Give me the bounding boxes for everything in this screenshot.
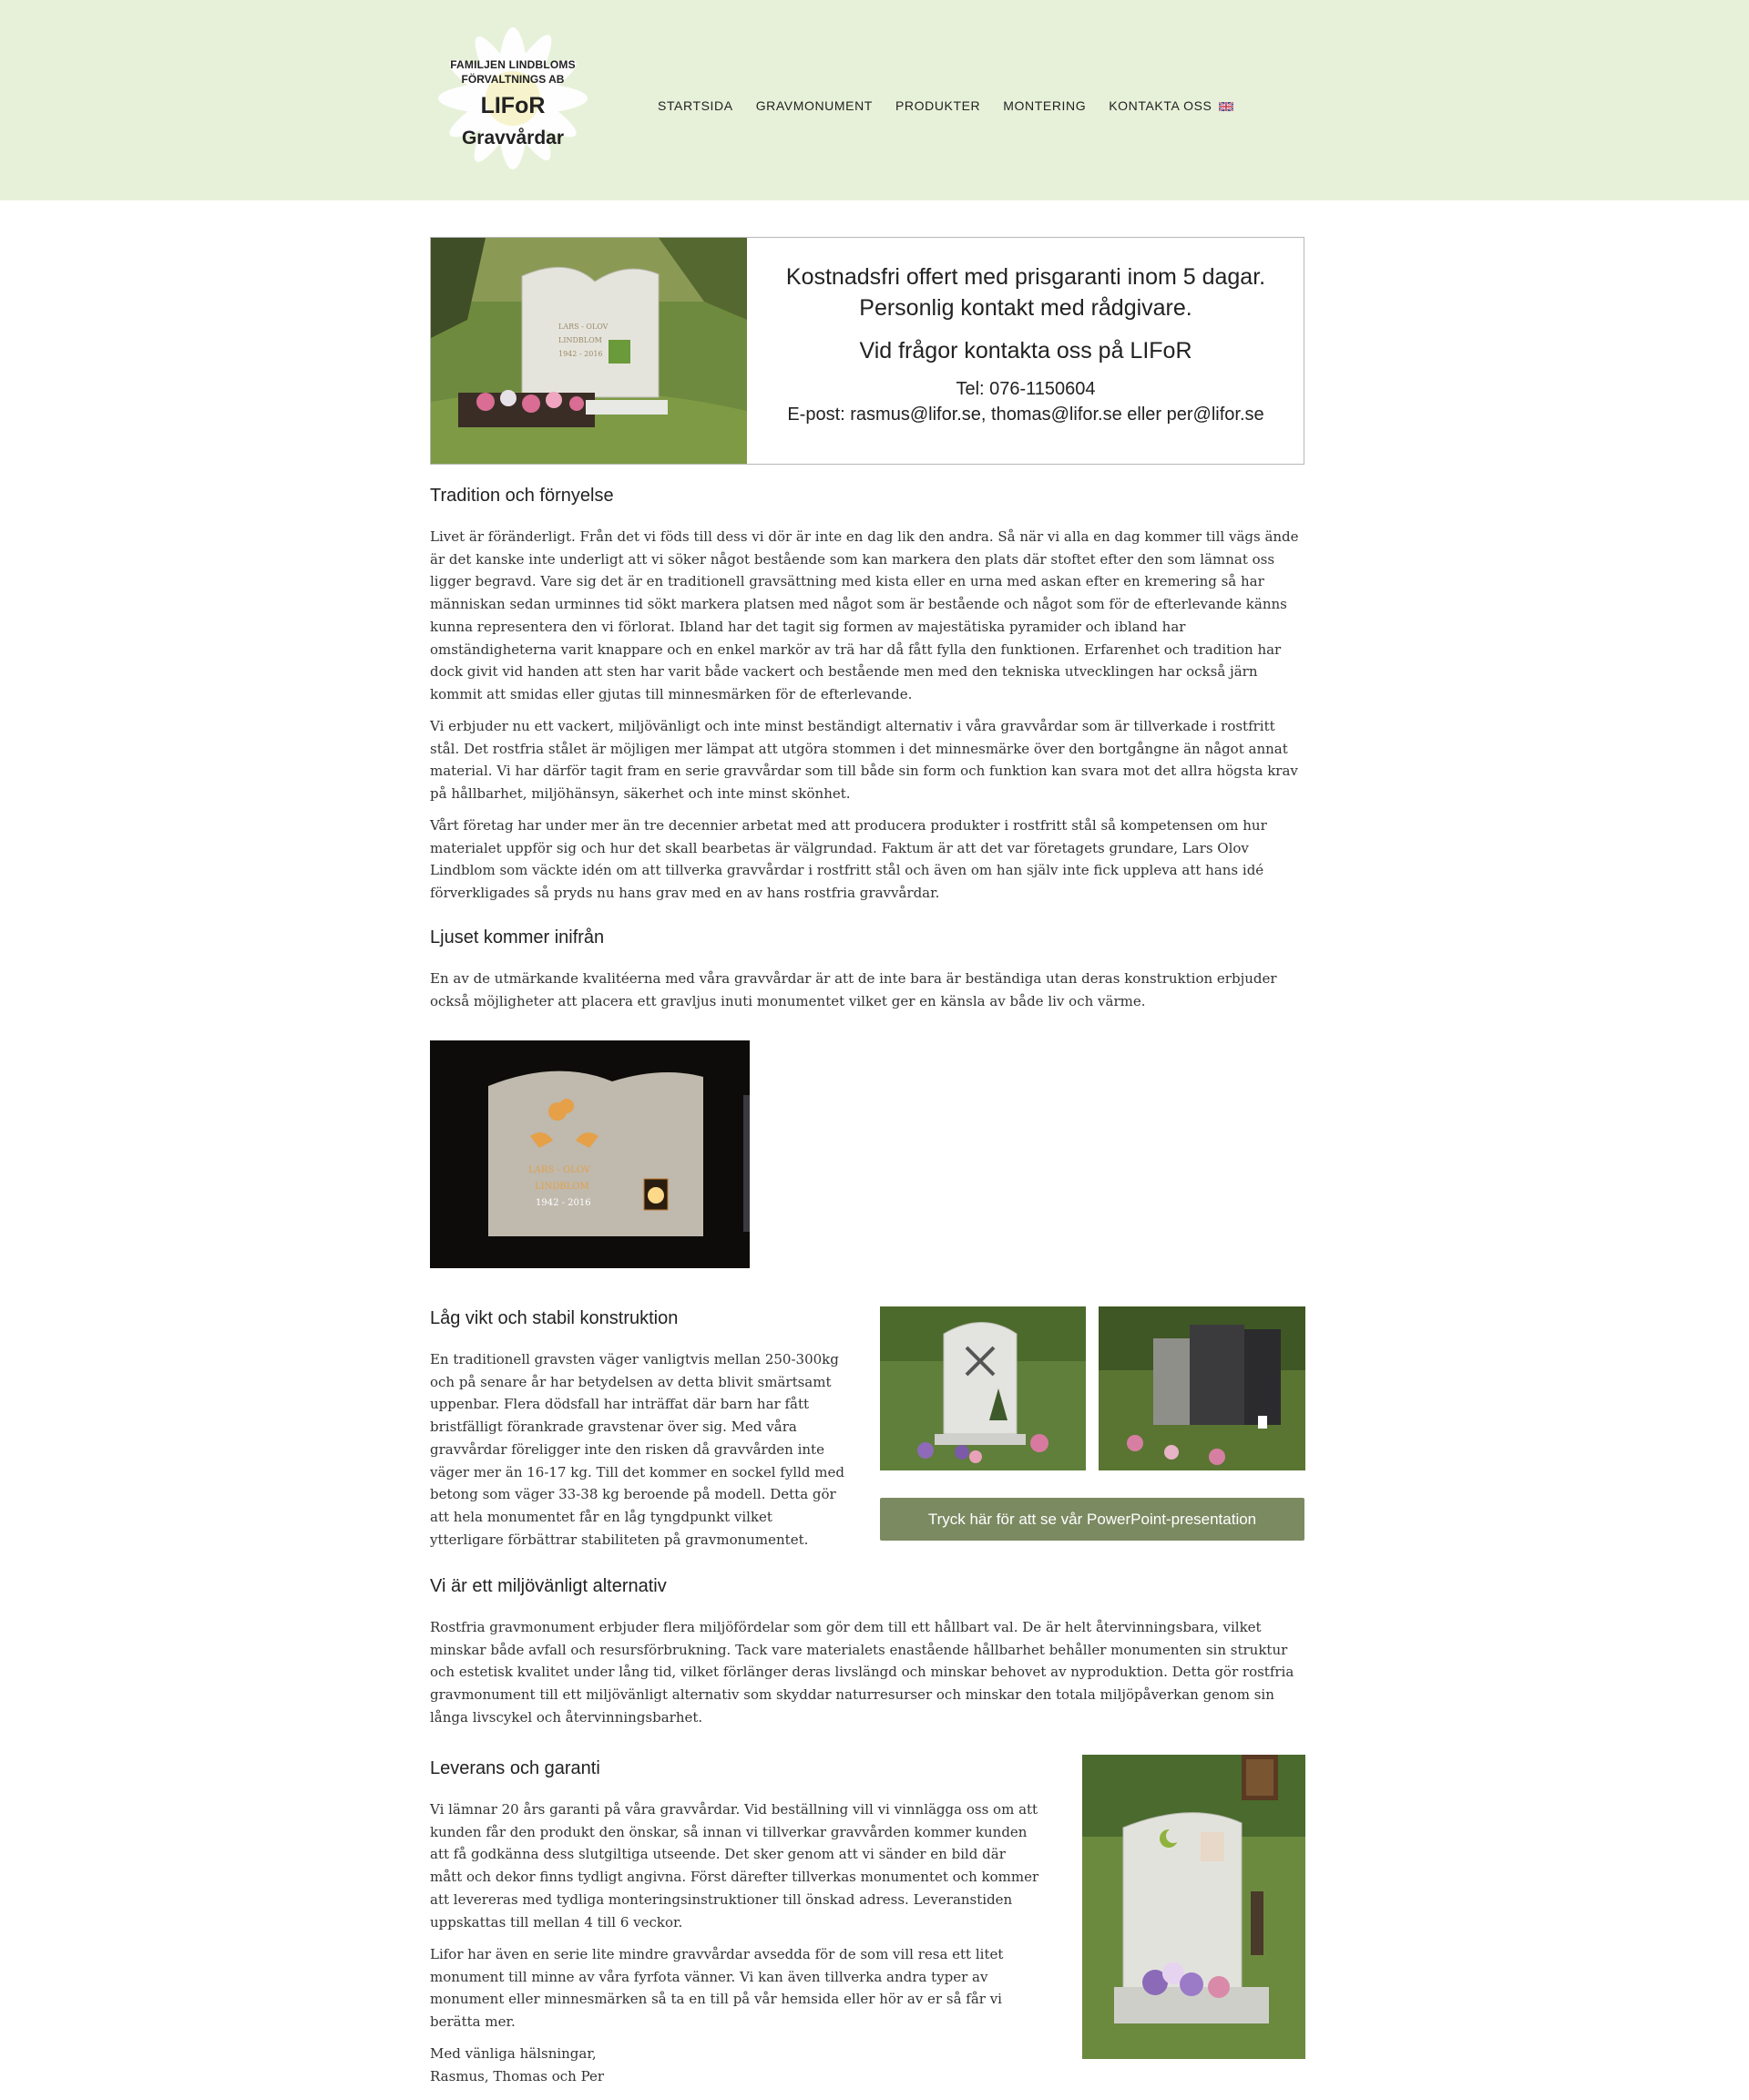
gravestones-row-photo [1099, 1306, 1305, 1470]
night-stone-line-3: 1942 - 2016 [536, 1198, 591, 1208]
offer-email[interactable]: E-post: rasmus@lifor.se, thomas@lifor.se eller per@lifor.se [787, 405, 1264, 425]
gravestone-photo [431, 238, 747, 464]
illuminated-gravestone-photo [430, 1040, 750, 1268]
night-stone-line-2: LINDBLOM [535, 1182, 589, 1192]
offer-line-2: Personlig kontakt med rådgivare. [859, 295, 1192, 321]
tradition-paragraph-3: Vårt företag har under mer än tre decennier arbetat med att producera produkter i rostfritt stål så kompetensen om hur materialet uppför sig och hur det skall bearbetas är välgrundad. Faktum är att det var företagets grundare, Lars Olov Lindblom som väckte idén om att tillverka gravvårdar i rostfritt stål och även om han själv inte fick uppleva att hans idé förverkligades så pryds nu hans grav med en av hans rostfria gravvårdar. [430, 817, 1267, 902]
heading-eco: Vi är ett miljövänligt alternativ [430, 1576, 667, 1596]
heading-light: Ljuset kommer inifrån [430, 927, 605, 948]
heading-weight: Låg vikt och stabil konstruktion [430, 1308, 679, 1328]
delivery-paragraph-2: Lifor har även en serie lite mindre gravvårdar avsedda för de som vill resa ett litet monument till minne av våra fyrfota vänner. Vi kan även tillverka andra typer av monument eller minnesmärken så ta en till på vår hemsida eller hör av er så får vi berätta mer. [430, 1946, 1004, 2031]
light-paragraph-1: En av de utmärkande kvalitéerna med våra gravvårdar är att de inte bara är beständiga utan deras konstruktion erbjuder också möjligheter att placera ett gravljus inuti monumentet vilket ger en känsla av både liv och värme. [430, 970, 1277, 1009]
night-stone-line-1: LARS - OLOV [528, 1165, 591, 1175]
nav-kontakta-oss[interactable]: KONTAKTA OSS [1109, 98, 1212, 113]
offer-line-1: Kostnadsfri offert med prisgaranti inom 5 dagar. [785, 264, 1266, 290]
logo-brand: LIFoR [480, 93, 546, 118]
svg-text:LARS - OLOV: LARS - OLOV [558, 323, 609, 331]
logo-subtitle: Gravvårdar [461, 128, 565, 149]
gravestone-crescent-photo [1082, 1755, 1305, 2059]
main-nav [658, 98, 1234, 113]
nav-montering[interactable]: MONTERING [1003, 98, 1087, 113]
nav-gravmonument[interactable]: GRAVMONUMENT [755, 98, 873, 113]
heading-tradition: Tradition och förnyelse [430, 486, 614, 506]
svg-text:1942 - 2016: 1942 - 2016 [558, 350, 603, 358]
tradition-paragraph-2: Vi erbjuder nu ett vackert, miljövänligt och inte minst beständigt alternativ i våra gravvårdar som är tillverkade i rostfritt stål. Det rostfria stålet är möjligen mer lämpat att utgöra stommen i det minnesmärke över den bortgångne än något annat material. Vi har därför tagit fram en serie gravvårdar som till både sin form och funktion kan svara mot det allra högsta krav på hållbarhet, miljöhänsyn, säkerhet och inte minst skönhet. [430, 718, 1298, 803]
site-header [0, 0, 1749, 200]
nav-produkter[interactable]: PRODUKTER [895, 98, 981, 113]
logo-line-2: FÖRVALTNINGS AB [461, 73, 565, 86]
heading-delivery: Leverans och garanti [430, 1758, 600, 1778]
delivery-paragraph-1: Vi lämnar 20 års garanti på våra gravvårdar. Vid beställning vill vi vinnlägga oss om att kunden får den produkt den önskar, så innan vi tillverkar gravvården kommer kunden att få godkänna dess slutgiltiga utseende. Det sker genom att vi sänder en bild där mått och dekor finns tydligt angivna. Först därefter tillverkas monumentet och kommer att levereras med tydliga monteringsinstruktioner till önskad adress. Leveranstiden uppskattas till mellan 4 till 6 veckor. [430, 1801, 1039, 1931]
site-logo[interactable] [426, 16, 599, 180]
offer-phone[interactable]: Tel: 076-1150604 [956, 379, 1096, 399]
offer-box [430, 237, 1304, 465]
svg-text:LINDBLOM: LINDBLOM [558, 336, 602, 344]
tradition-paragraph-1: Livet är föränderligt. Från det vi föds till dess vi dör är inte en dag lik den andra. Så när vi alla en dag kommer till vägs ände är det kanske inte underligt att vi söker något bestående som kan markera den plats där stoftet efter den som lämnat oss ligger begravd. Vare sig det är en traditionell gravsättning med kista eller en urna med askan efter en kremering så har människan sedan urminnes tid sökt markera platsen med något som är bestående och något som för de efterlevande känns kunna representera den vi förlorat. Ibland har det tagit sig formen av majestätiska pyramider och ibland har omständigheterna varit knappare och en enkel markör av trä har då fått fylla den funktionen. Erfarenhet och tradition har dock givit vid handen att sten har varit både vackert och bestående men med den tekniska utvecklingen har också järn kommit att smidas eller gjutas till minnesmärken för de efterlevande. [430, 528, 1299, 702]
delivery-signature: Rasmus, Thomas och Per [430, 2068, 605, 2085]
gravestone-photo-garden [880, 1306, 1086, 1470]
eco-paragraph-1: Rostfria gravmonument erbjuder flera miljöfördelar som gör dem till ett hållbart val. De är helt återvinningsbara, vilket minskar både avfall och resursförbrukning. Tack vare materialets enastående hållbarhet behåller monumenten sin struktur och estetisk kvalitet under lång tid, vilket förlänger deras livslängd och minskar behovet av nyproduktion. Detta gör rostfria gravmonument till ett miljövänligt alternativ som skyddar naturresurser och minskar den totala miljöpåverkan genom sin långa livscykel och återvinningsbarhet. [430, 1619, 1294, 1726]
nav-startsida[interactable]: STARTSIDA [658, 98, 733, 113]
logo-line-1: FAMILJEN LINDBLOMS [450, 58, 576, 71]
delivery-greeting: Med vänliga hälsningar, [430, 2045, 597, 2062]
offer-line-3: Vid frågor kontakta oss på LIFoR [859, 338, 1192, 364]
powerpoint-presentation-button[interactable]: Tryck här för att se vår PowerPoint-presentation [880, 1498, 1304, 1541]
uk-flag-icon[interactable] [1219, 102, 1233, 111]
offer-text [748, 238, 1304, 427]
weight-paragraph-1: En traditionell gravsten väger vanligtvis mellan 250-300kg och på senare år har betydelsen av detta blivit smärtsamt uppenbar. Flera dödsfall har inträffat där barn har fått bristfälligt förankrade gravstenar över sig. Med våra gravvårdar föreligger inte den risken då gravvården inte väger mer än 16-17 kg. Till det kommer en sockel fylld med betong som väger 33-38 kg beroende på modell. Detta gör att hela monumentet får en låg tyngdpunkt vilket ytterligare förbättrar stabiliteten på gravmonumentet. [430, 1351, 844, 1548]
